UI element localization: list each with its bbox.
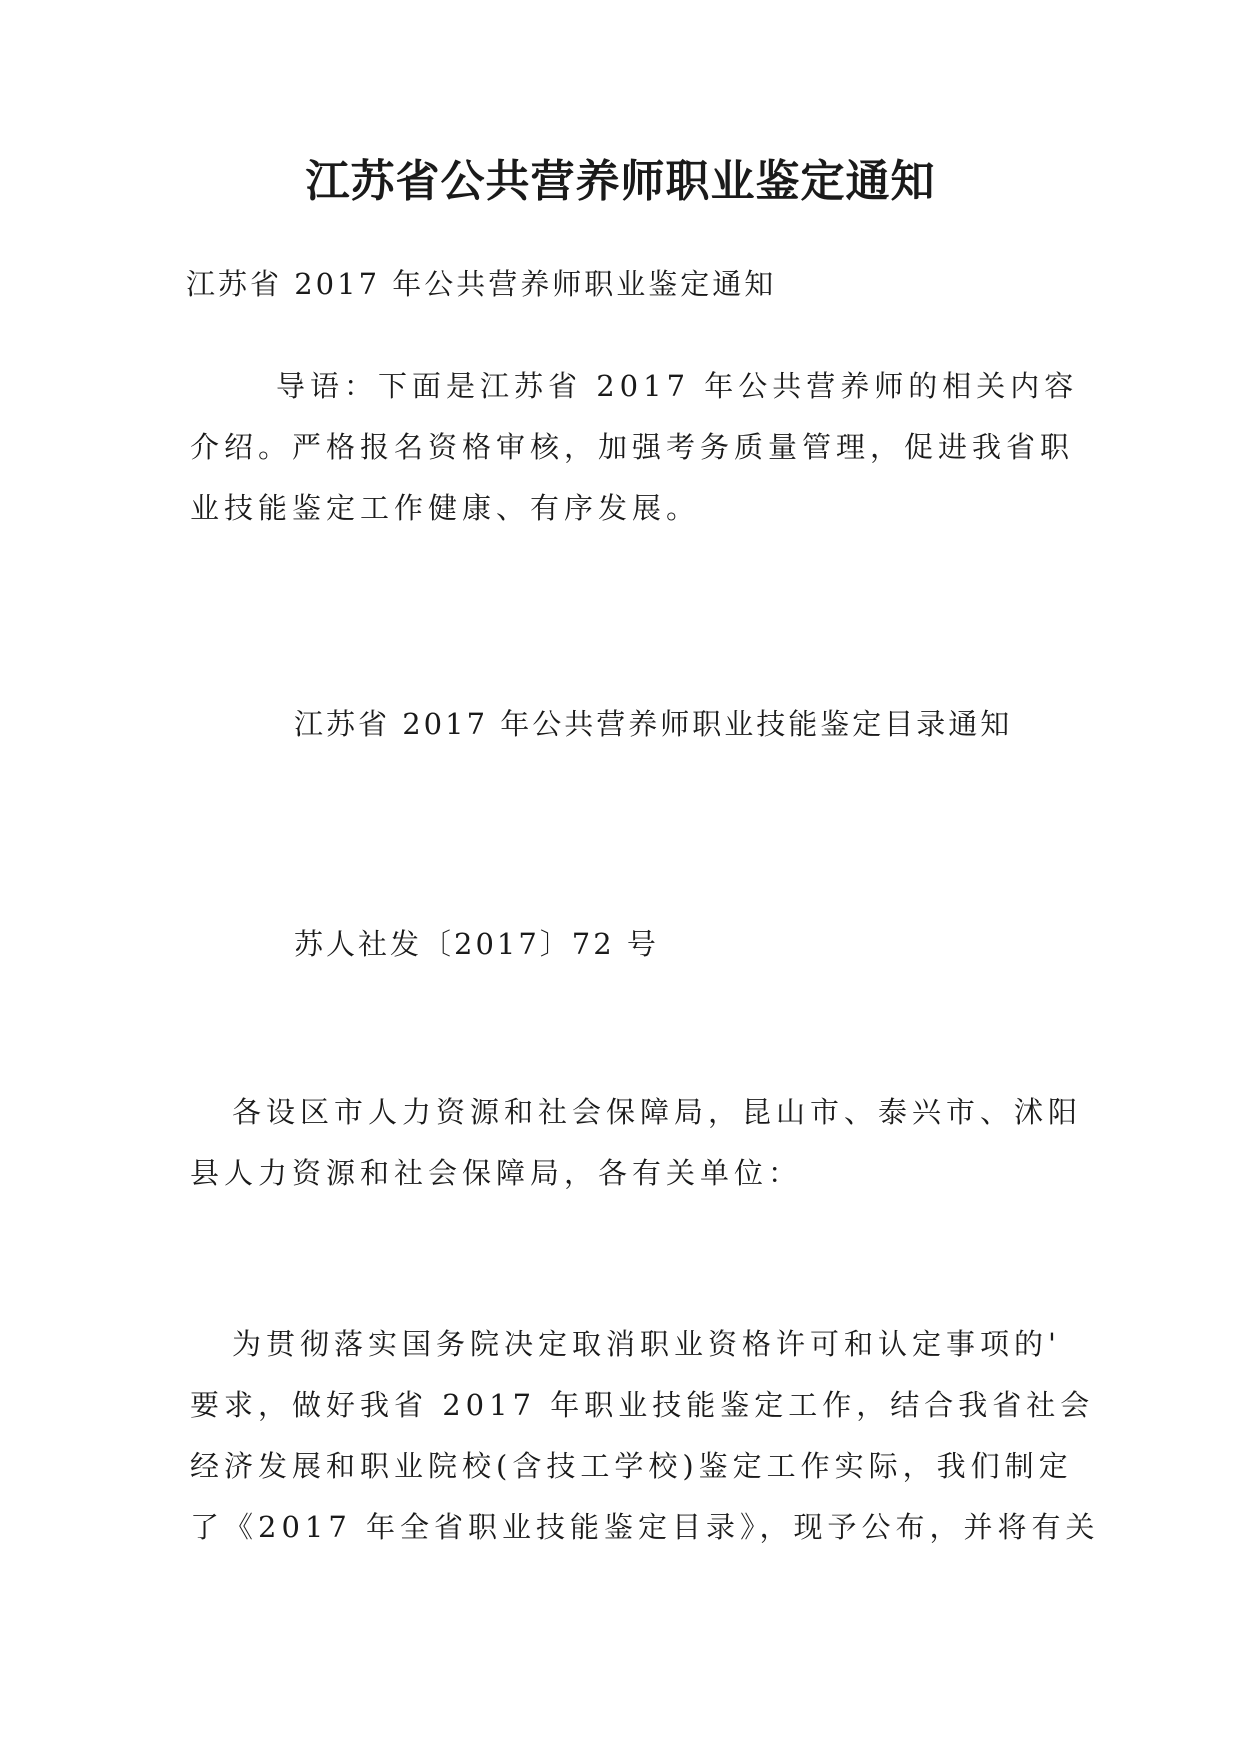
body-line: 了《2017 年全省职业技能鉴定目录》，现予公布，并将有关 (190, 1510, 1100, 1544)
addressee-line: 各设区市人力资源和社会保障局，昆山市、泰兴市、沭阳 (232, 1095, 1083, 1129)
addressee-line: 县人力资源和社会保障局，各有关单位： (190, 1156, 803, 1190)
notice-heading: 江苏省 2017 年公共营养师职业技能鉴定目录通知 (294, 707, 1013, 741)
document-title: 江苏省公共营养师职业鉴定通知 (305, 156, 936, 207)
subtitle: 江苏省 2017 年公共营养师职业鉴定通知 (186, 267, 777, 301)
body-line: 经济发展和职业院校(含技工学校)鉴定工作实际，我们制定 (190, 1449, 1073, 1483)
body-line: 要求，做好我省 2017 年职业技能鉴定工作，结合我省社会 (190, 1388, 1095, 1422)
intro-paragraph (190, 356, 1079, 539)
body-paragraph (190, 1314, 1100, 1558)
body-line: 为贯彻落实国务院决定取消职业资格许可和认定事项的' (232, 1327, 1061, 1361)
addressee-paragraph (190, 1082, 1083, 1204)
intro-line: 业技能鉴定工作健康、有序发展。 (190, 491, 701, 525)
intro-line: 介绍。严格报名资格审核，加强考务质量管理，促进我省职 (190, 430, 1075, 464)
document-number: 苏人社发〔2017〕72 号 (294, 927, 659, 961)
intro-line: 导语：下面是江苏省 2017 年公共营养师的相关内容 (276, 369, 1079, 403)
